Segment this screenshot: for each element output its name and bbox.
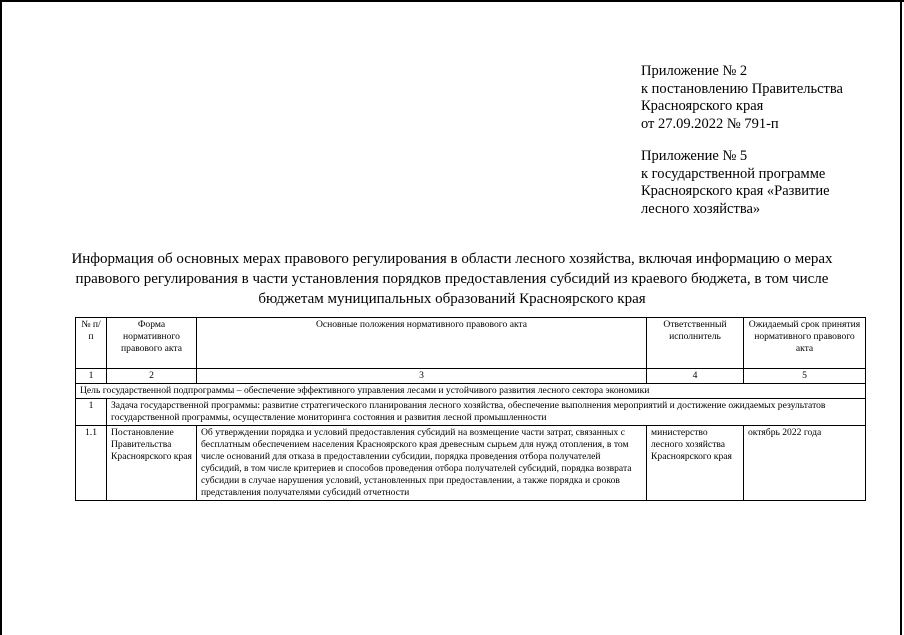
annex-original-line: к государственной программе [641,165,826,182]
goal-text: Цель государственной подпрограммы – обеспечение эффективного управления лесами и устойчивого развития лесного сектора экономики [76,384,866,399]
row-form: Постановление Правительства Красноярского края [107,426,197,501]
annex-original-block [641,148,830,218]
document-title [60,249,844,309]
scan-border-right [900,0,902,635]
annex-current-line: Приложение № 2 [641,63,748,79]
column-number: 3 [197,369,647,384]
table-row [76,426,866,501]
annex-original-line: лесного хозяйства» [641,200,761,217]
row-executor: министерство лесного хозяйства Красноярского края [647,426,744,501]
header-provisions: Основные положения нормативного правового акта [197,318,647,369]
header-num: № п/п [76,318,107,369]
row-deadline: октябрь 2022 года [744,426,866,501]
scan-border-top [0,0,904,2]
task-num: 1 [76,399,107,426]
task-row [76,399,866,426]
scan-border-left [0,0,2,635]
title-line: правового регулирования в части установления порядков предоставления субсидий из краевого бюджета, в том числе [75,271,829,287]
annex-current-line: от 27.09.2022 № 791-п [641,115,779,132]
row-num: 1.1 [76,426,107,501]
annex-current-line: к постановлению Правительства [641,80,843,97]
row-provisions: Об утверждении порядка и условий предоставления субсидий на возмещение части затрат, связанных с бесплатным обеспечением населения Красноярского края древесным сырьем для нужд отопления, в том числе оснований для отказа в предоставлении субсидии, порядка проведения отбора получателей субсидий, в том числе критериев и способов проведения отбора получателей субсидий, порядка возврата субсидии в случае нарушения условий, установленных при предоставлении, а также порядка и сроков представления получателями субсидий отчетности [197,426,647,501]
goal-row [76,384,866,399]
header-form: Форма нормативного правового акта [107,318,197,369]
annex-original-line: Приложение № 5 [641,148,748,164]
column-number: 2 [107,369,197,384]
column-number: 1 [76,369,107,384]
header-executor: Ответственный исполнитель [647,318,744,369]
task-text: Задача государственной программы: развитие стратегического планирования лесного хозяйства, обеспечение выполнения мероприятий и достижение ожидаемых результатов государственной программы, осуществление мониторинга состояния и развития лесной промышленности [107,399,866,426]
annex-original-line: Красноярского края «Развитие [641,183,830,199]
column-number: 5 [744,369,866,384]
column-number-row [76,369,866,384]
column-number: 4 [647,369,744,384]
annex-current-line: Красноярского края [641,98,764,114]
measures-table [75,317,866,501]
title-line: Информация об основных мерах правового регулирования в области лесного хозяйства, включая информацию о мерах [71,251,833,267]
table-header-row [76,318,866,369]
title-line: бюджетам муниципальных образований Красноярского края [258,291,646,307]
annex-current-block [641,63,843,133]
header-deadline: Ожидаемый срок принятия нормативного правового акта [744,318,866,369]
